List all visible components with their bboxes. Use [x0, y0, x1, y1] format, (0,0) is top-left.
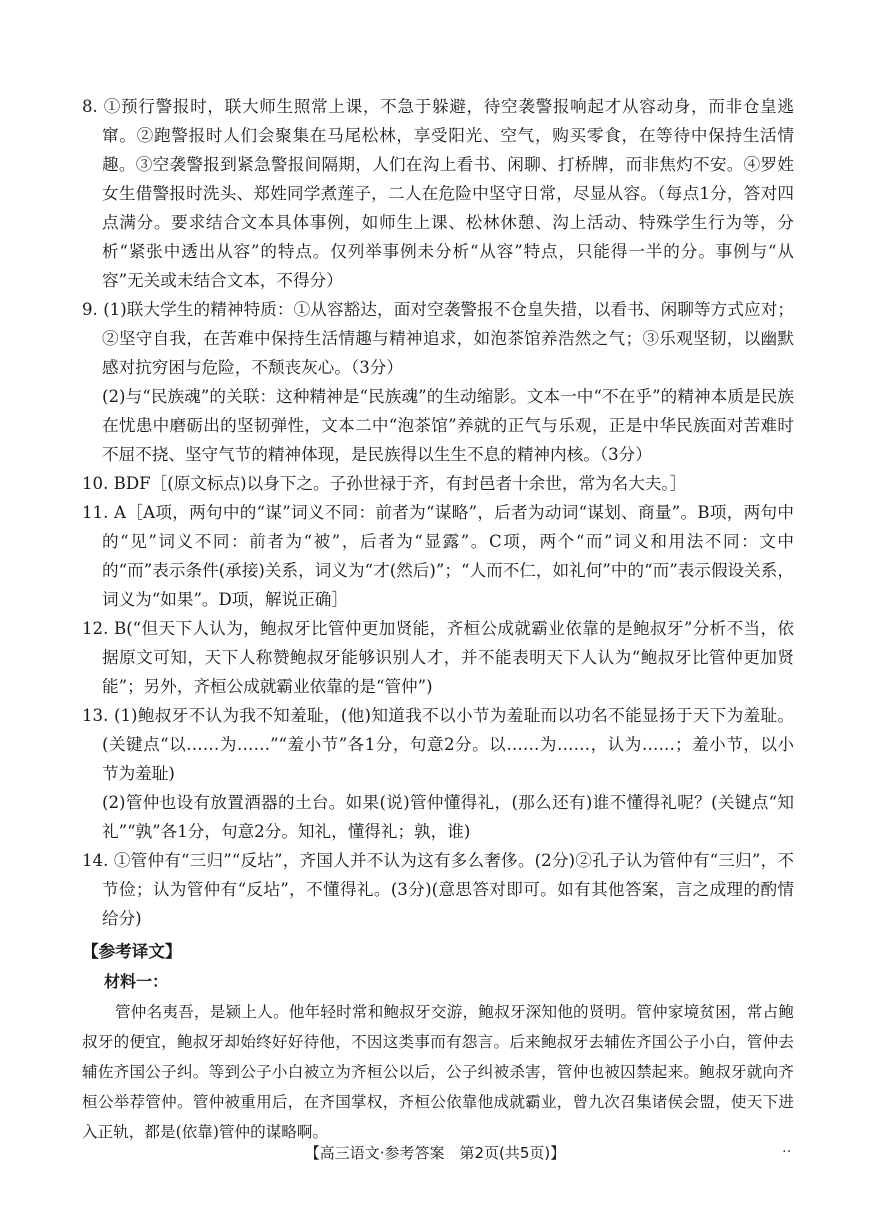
- page-footer: 【高三语文·参考答案 第2页(共5页)】: [304, 1144, 566, 1162]
- answer-paragraph: 8. ①预行警报时，联大师生照常上课，不急于躲避，待空袭警报响起才从容动身，而非仓皇逃窜。②跑警报时人们会聚集在马尾松林，享受阳光、空气，购买零食，在等待中保持生活情趣。③空袭警报到紧急警报间隔期，人们在沟上看书、闲聊、打桥牌，而非焦灼不安。④罗姓女生借警报时洗头、郑姓同学煮莲子，二人在危险中坚守日常，尽显从容。（每点1分，答对四点满分。要求结合文本具体事例，如师生上课、松林休憩、沟上活动、特殊学生行为等，分析“紧张中透出从容”的特点。仅列举事例未分析“从容”特点，只能得一半的分。事例与“从容”无关或未结合文本，不得分）: [82, 97, 794, 290]
- answer-paragraph: 9. (1)联大学生的精神特质：①从容豁达，面对空袭警报不仓皇失措，以看书、闲聊等方式应对；②坚守自我，在苦难中保持生活情趣与精神追求，如泡茶馆养浩然之气；③乐观坚韧，以幽默感对抗穷困与危险，不颓丧灰心。（3分）: [82, 300, 794, 377]
- answer-item-10: [82, 469, 794, 498]
- answer-paragraph: 14. ①管仲有“三归”“反坫”，齐国人并不认为这有多么奢侈。(2分)②孔子认为管仲有“三归”，不节俭；认为管仲有“反坫”，不懂得礼。(3分)(意思答对即可。如有其他答案，言之成理的酌情给分): [82, 851, 794, 928]
- answer-item-13: [82, 701, 794, 846]
- answer-item-14: [82, 846, 794, 933]
- answer-item-11: [82, 498, 794, 614]
- answer-item-12: [82, 614, 794, 701]
- answer-paragraph: 13. (1)鲍叔牙不认为我不知羞耻，(他)知道我不以小节为羞耻而以功名不能显扬于天下为羞耻。(关键点“以……为……”“羞小节”各1分，句意2分。以……为……，认为……；羞小节，以小节为羞耻): [82, 706, 794, 783]
- translation-subheading: 材料一：: [104, 972, 169, 991]
- answer-paragraph: 10. BDF［(原文标点)以身下之。子孙世禄于齐，有封邑者十余世，常为名大夫。］: [82, 474, 687, 493]
- answer-item-9: [82, 295, 794, 469]
- answer-paragraph: 12. B(“但天下人认为，鲍叔牙比管仲更加贤能，齐桓公成就霸业依靠的是鲍叔牙”分析不当，依据原文可知，天下人称赞鲍叔牙能够识别人才，并不能表明天下人认为“鲍叔牙比管仲更加贤能”；另外，齐桓公成就霸业依靠的是“管仲”): [82, 619, 794, 696]
- answer-content: [82, 92, 794, 1147]
- footer-mark: ‥: [782, 1140, 792, 1156]
- answer-paragraph: (2)与“民族魂”的关联：这种精神是“民族魂”的生动缩影。文本一中“不在乎”的精神本质是民族在忧患中磨砺出的坚韧弹性，文本二中“泡茶馆”养就的正气与乐观，正是中华民族面对苦难时不屈不挠、坚守气节的精神体现，是民族得以生生不息的精神内核。（3分）: [102, 387, 794, 464]
- answer-paragraph: 11. A［A项，两句中的“谋”词义不同：前者为“谋略”，后者为动词“谋划、商量”。B项，两句中的“见”词义不同：前者为“被”，后者为“显露”。C项，两个“而”词义和用法不同：文中的“而”表示条件(承接)关系，词义为“才(然后)”；“人而不仁，如礼何”中的“而”表示假设关系，词义为“如果”。D项，解说正确］: [82, 503, 794, 609]
- answer-item-8: [82, 92, 794, 295]
- answer-paragraph: (2)管仲也设有放置酒器的土台。如果(说)管仲懂得礼，(那么还有)谁不懂得礼呢？(关键点“知礼”“孰”各1分，句意2分。知礼，懂得礼；孰，谁): [102, 793, 794, 841]
- translation-heading: 【参考译文】: [82, 942, 182, 961]
- translation-text: 管仲名夷吾，是颍上人。他年轻时常和鲍叔牙交游，鲍叔牙深知他的贤明。管仲家境贫困，常占鲍叔牙的便宜，鲍叔牙却始终好好待他，不因这类事而有怨言。后来鲍叔牙去辅佐齐国公子小白，管仲去辅佐齐国公子纠。等到公子小白被立为齐桓公以后，公子纠被杀害，管仲也被囚禁起来。鲍叔牙就向齐桓公举荐管仲。管仲被重用后，在齐国掌权，齐桓公依靠他成就霸业，曾九次召集诸侯会盟，使天下进入正轨，都是(依靠)管仲的谋略啊。: [82, 1003, 794, 1141]
